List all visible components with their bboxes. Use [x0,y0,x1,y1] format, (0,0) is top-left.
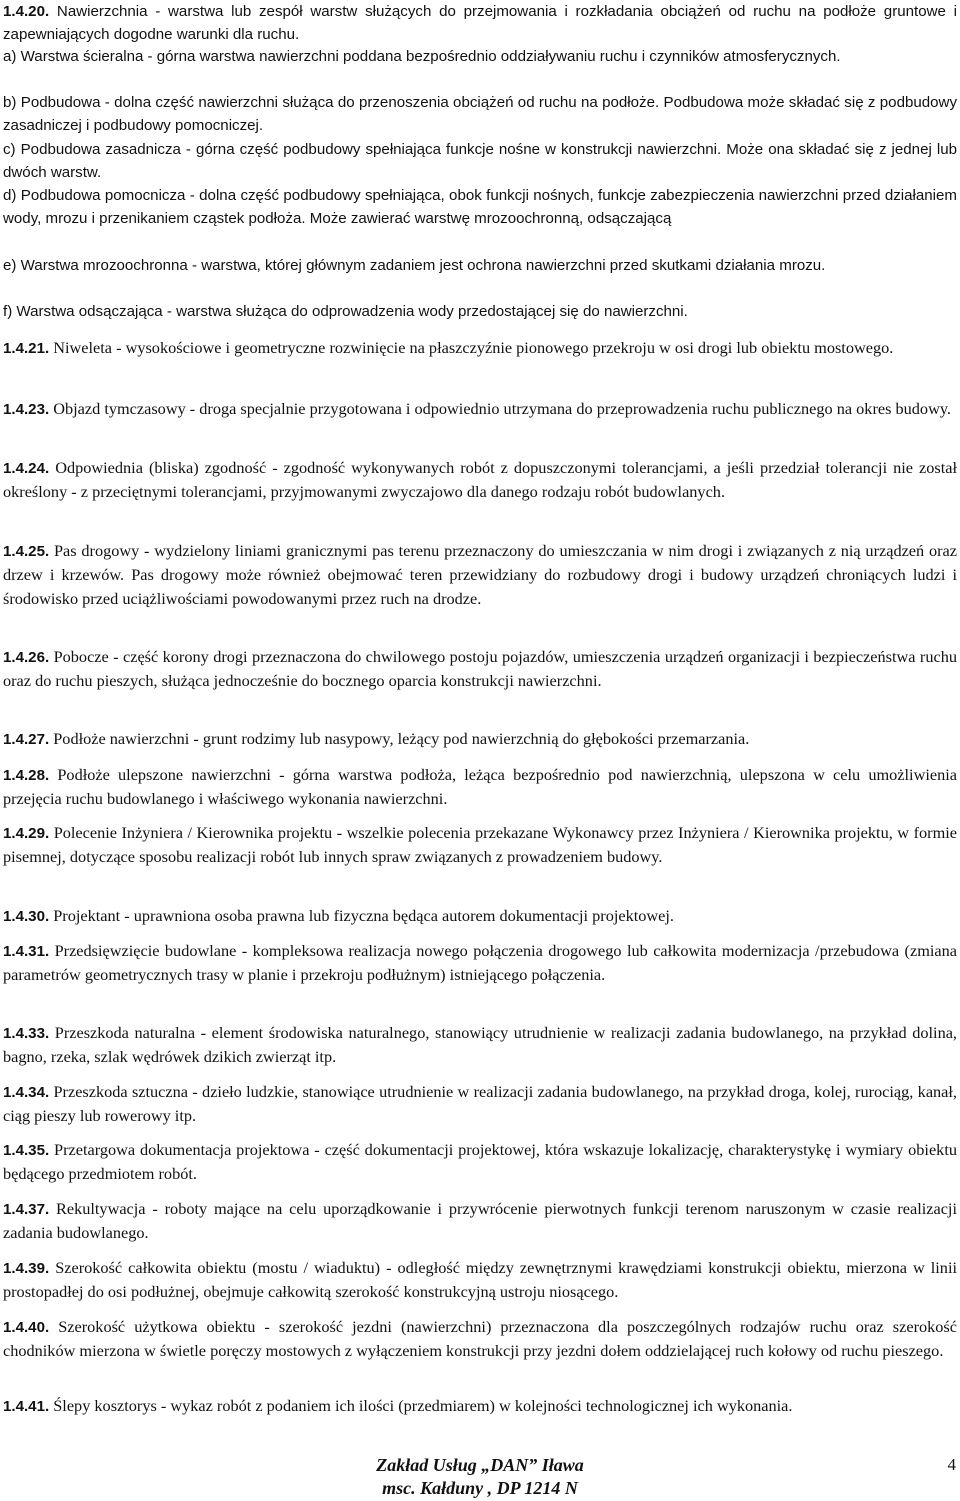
definition-text: Szerokość użytkowa obiektu - szerokość jezdni (nawierzchni) przeznaczona dla poszczególnych rodzajów ruchu oraz szerokość chodników mierzona w świetle poręczy mostowych z wyłączeniem konstrukcji przy jezdni dołem oddzielającej ruch kołowy od ruchu pieszego. [3,1317,957,1361]
definition-item [3,336,957,360]
definition-number: 1.4.37. [3,1201,50,1218]
list-item-a: a) Warstwa ścieralna - górna warstwa nawierzchni poddana bezpośrednio oddziaływaniu ruchu i czynników atmosferycznych. [3,48,841,65]
definition-number: 1.4.29. [3,825,50,842]
definition-number: 1.4.34. [3,1084,50,1101]
definition-item [3,904,957,928]
definition-item [3,456,957,504]
definition-text: Niweleta - wysokościowe i geometryczne rozwinięcie na płaszczyźnie pionowego przekroju w osi drogi lub obiektu mostowego. [53,338,894,357]
list-item-c: c) Podbudowa zasadnicza - górna część podbudowy spełniająca funkcje nośne w konstrukcji nawierzchni. Może ona składać się z jednej lub dwóch warstw. [3,141,957,181]
list-item-b: b) Podbudowa - dolna część nawierzchni służąca do przenoszenia obciążeń od ruchu na podłoże. Podbudowa może składać się z podbudowy zasadniczej i podbudowy pomocniczej. [3,94,957,134]
footer-company: Zakład Usług „DAN” Iława [376,1455,584,1475]
definition-item [3,645,957,693]
definition-text: Ślepy kosztorys - wykaz robót z podaniem ich ilości (przedmiarem) w kolejności technologicznej ich wykonania. [53,1396,793,1415]
list-item-f: f) Warstwa odsączająca - warstwa służąca do odprowadzenia wody przedostającej się do nawierzchni. [3,303,688,320]
definition-number: 1.4.40. [3,1319,50,1336]
definition-item [3,1138,957,1186]
definition-number: 1.4.28. [3,767,50,784]
definition-text: Przedsięwzięcie budowlane - kompleksowa realizacja nowego połączenia drogowego lub całkowita modernizacja /przebudowa (zmiana parametrów geometrycznych trasy w planie i przekroju podłużnym) istniejącego połączenia. [3,941,957,985]
definition-text: Nawierzchnia - warstwa lub zespół warstw służących do przejmowania i rozkładania obciążeń od ruchu na podłoże gruntowe i zapewniających dogodne warunki dla ruchu. [3,3,957,43]
definition-item [3,821,957,869]
definition-item [3,939,957,987]
definition-text: Podłoże ulepszone nawierzchni - górna warstwa podłoża, leżąca bezpośrednio pod nawierzchnią, ulepszona w celu umożliwienia przejęcia ruchu budowlanego i właściwego wykonania nawierzchni. [3,765,957,809]
definition-number: 1.4.20. [3,3,50,20]
definition-number: 1.4.39. [3,1260,50,1277]
definition-item [3,763,957,811]
definition-number: 1.4.33. [3,1025,50,1042]
definition-number: 1.4.26. [3,649,50,666]
definition-item [3,539,957,611]
definition-number: 1.4.27. [3,731,50,748]
definition-item [3,1197,957,1245]
definition-text: Podłoże nawierzchni - grunt rodzimy lub nasypowy, leżący pod nawierzchnią do głębokości przemarzania. [53,729,750,748]
definition-item [3,397,957,421]
definition-text: Szerokość całkowita obiektu (mostu / wiaduktu) - odległość między zewnętrznymi krawędziami konstrukcji obiektu, mierzona w linii prostopadłej do osi podłużnej, obejmuje całkowitą szerokość konstrukcyjną ustroju niosącego. [3,1258,957,1302]
definition-item [3,1021,957,1069]
definition-number: 1.4.21. [3,340,50,357]
definition-item [3,1256,957,1304]
definition-item [3,1394,957,1418]
definition-text: Pobocze - część korony drogi przeznaczona do chwilowego postoju pojazdów, umieszczenia urządzeń organizacji i bezpieczeństwa ruchu oraz do ruchu pieszych, służąca jednocześnie do bocznego oparcia konstrukcji nawierzchni. [3,647,957,691]
definition-item [3,1315,957,1363]
list-item-d: d) Podbudowa pomocnicza - dolna część podbudowy spełniająca, obok funkcji nośnych, funkcje zabezpieczenia nawierzchni przed działaniem wody, mrozu i przenikaniem cząstek podłoża. Może zawierać warstwę mrozoochronną, odsączającą [3,187,957,227]
definition-item [3,727,957,751]
definition-text: Objazd tymczasowy - droga specjalnie przygotowana i odpowiednio utrzymana do przeprowadzenia ruchu publicznego na okres budowy. [53,399,951,418]
definition-text: Rekultywacja - roboty mające na celu uporządkowanie i przywrócenie pierwotnych funkcji terenom naruszonym w czasie realizacji zadania budowlanego. [3,1199,957,1243]
definition-number: 1.4.25. [3,543,50,560]
page-number: 4 [947,1455,956,1474]
definition-text: Odpowiednia (bliska) zgodność - zgodność wykonywanych robót z dopuszczonymi tolerancjami, a jeśli przedział tolerancji nie został określony - z przeciętnymi tolerancjami, przyjmowanymi zwyczajowo dla danego rodzaju robót budowlanych. [3,458,957,502]
definition-number: 1.4.31. [3,943,50,960]
definition-number: 1.4.35. [3,1142,50,1159]
definition-text: Pas drogowy - wydzielony liniami granicznymi pas terenu przeznaczony do umieszczania w nim drogi i związanych z nią urządzeń oraz drzew i krzewów. Pas drogowy może również obejmować teren przewidziany do rozbudowy drogi i budowy urządzeń chroniących ludzi i środowisko przed uciążliwościami powodowanymi przez ruch na drodze. [3,541,957,609]
definition-number: 1.4.23. [3,401,50,418]
definition-number: 1.4.41. [3,1398,50,1415]
definition-number: 1.4.30. [3,908,50,925]
definition-text: Przetargowa dokumentacja projektowa - część dokumentacji projektowej, która wskazuje lokalizację, charakterystykę i wymiary obiektu będącego przedmiotem robót. [3,1140,957,1184]
footer-address: msc. Kałduny , DP 1214 N [382,1478,578,1498]
list-item-e: e) Warstwa mrozoochronna - warstwa, której głównym zadaniem jest ochrona nawierzchni przed skutkami działania mrozu. [3,257,826,274]
definition-item [3,1080,957,1128]
definition-text: Przeszkoda sztuczna - dzieło ludzkie, stanowiące utrudnienie w realizacji zadania budowlanego, na przykład droga, kolej, rurociąg, kanał, ciąg pieszy lub rowerowy itp. [3,1082,958,1126]
definition-text: Polecenie Inżyniera / Kierownika projektu - wszelkie polecenia przekazane Wykonawcy przez Inżyniera / Kierownika projektu, w formie pisemnej, dotyczące sposobu realizacji robót lub innych spraw związanych z prowadzeniem budowy. [3,823,957,867]
definition-text: Projektant - uprawniona osoba prawna lub fizyczna będąca autorem dokumentacji projektowej. [53,906,674,925]
definition-text: Przeszkoda naturalna - element środowiska naturalnego, stanowiący utrudnienie w realizacji zadania budowlanego, na przykład dolina, bagno, rzeka, szlak wędrówek dzikich zwierząt itp. [3,1023,958,1067]
definition-number: 1.4.24. [3,460,50,477]
definition-1-4-20 [3,0,957,46]
